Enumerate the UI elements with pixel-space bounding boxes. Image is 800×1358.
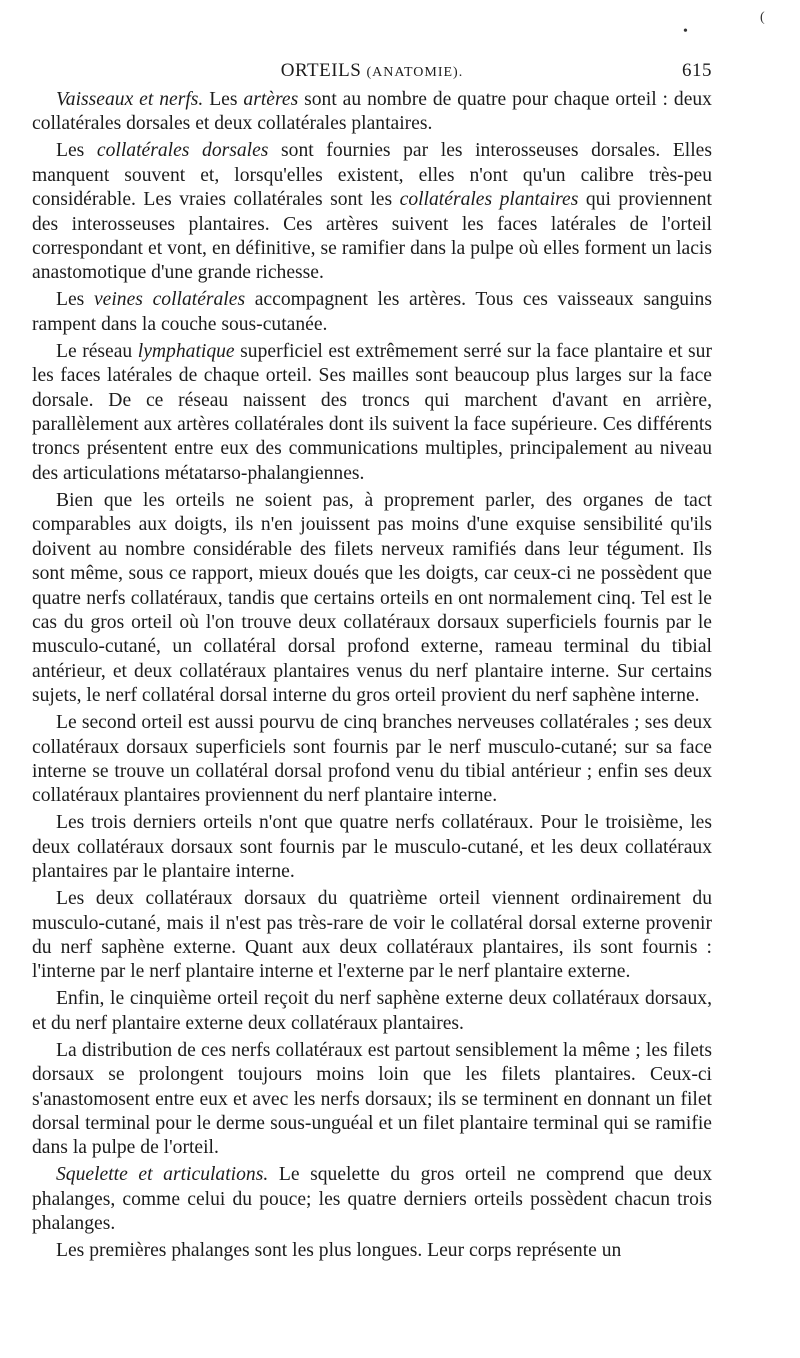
text-run: sont fournies par les interosseuses dorsales. Elles manquent souvent et, lorsqu'elles existent, elles n'ont qu'un calibre très-peu considérable. Les vraies collatérales sont les [32,140,713,211]
text-run: Le réseau [56,340,138,362]
text-run: superficiel est extrêmement serré sur la face plantaire et sur les faces latérales de chaque orteil. Ses mailles sont beaucoup plus larges sur la face dorsale. De ce réseau naissent des troncs qui marchent d'avant en arrière, parallèlement aux artères collatérales dont ils suivent la face supérieure. Ces différents troncs présentent entre eux des communications multiples, principalement au niveau des articulations métatarso-phalangiennes. [32,340,712,484]
paragraph-vessels-nerves [32,88,712,137]
text-run: accompagnent les artères. Tous ces vaisseaux sanguins rampent dans la couche sous-cutanée. [32,289,712,335]
paragraph-squelette [32,1163,712,1236]
text-run: sont au nombre de quatre pour chaque orteil : deux collatérales dorsales et deux collatérales plantaires. [32,89,712,135]
running-title-main: ORTEILS [280,60,362,81]
paragraph-sensibilite: Bien que les orteils ne soient pas, à proprement parler, des organes de tact comparables aux doigts, ils n'en jouissent pas moins d'une exquise sensibilité qu'ils doivent au nombre considérable des filets nerveux ramifiés dans leur tégument. Ils sont même, sous ce rapport, mieux doués que les doigts, car ceux-ci ne possèdent que quatre nerfs collatéraux, tandis que certains orteils en ont normalement cinq. Tel est le cas du gros orteil où l'on trouve deux collatéraux dorsaux superficiels fournis par le musculo-cutané, un collatéral dorsal profond externe, rameau terminal du tibial antérieur, et deux collatéraux plantaires venus du nerf plantaire interne. Sur certains sujets, le nerf collatéral dorsal interne du gros orteil provient du nerf saphène interne. [32,489,712,707]
text-run: Les [203,89,244,110]
italic-term: collatérales dorsales [96,140,269,162]
text-run: Les [56,289,94,311]
paragraph-quatrieme-orteil: Les deux collatéraux dorsaux du quatrième orteil viennent ordinairement du musculo-cutané, mais il n'est pas très-rare de voir le collatéral dorsal externe provenir du nerf saphène externe. Quant aux deux collatéraux plantaires, ils sont fournis : l'interne par le nerf plantaire interne et l'externe par le nerf plantaire externe. [32,888,712,983]
text-run: Les [56,140,97,162]
paragraph-veines [32,288,712,337]
italic-term: artères [243,89,299,110]
italic-term: lymphatique [137,340,235,362]
paragraph-cinquieme-orteil: Enfin, le cinquième orteil reçoit du nerf saphène externe deux collatéraux dorsaux, et du nerf plantaire externe deux collatéraux plantaires. [32,988,712,1034]
paragraph-second-orteil: Le second orteil est aussi pourvu de cinq branches nerveuses collatérales ; ses deux collatéraux dorsaux superficiels sont fournis par le nerf musculo-cutané; sur sa face interne se trouve un collatéral dorsal profond venu du tibial antérieur ; enfin ses deux collatéraux plantaires proviennent du nerf plantaire interne. [32,712,712,807]
margin-dot: • [683,24,688,39]
italic-term: collatérales plantaires [399,189,579,211]
paragraph-premieres-phalanges: Les premières phalanges sont les plus longues. Leur corps représente un [56,1240,622,1262]
running-head [32,56,712,88]
italic-term: veines collatérales [93,289,246,311]
text-run: qui proviennent des interosseuses plantaires. Ces artères suivent les faces latérales de l'orteil correspondant et vont, en définitive, se ramifier dans la pulpe où elles forment un lacis anastomotique d'une grande richesse. [32,189,712,284]
section-heading-vaisseaux: Vaisseaux et nerfs. [56,89,204,110]
text-run: Le squelette du gros orteil ne comprend que deux phalanges, comme celui du pouce; les quatre derniers orteils possèdent chacun trois phalanges. [32,1164,712,1235]
section-heading-squelette: Squelette et articulations. [56,1164,269,1186]
page-number: 615 [682,60,712,81]
running-title [32,60,712,82]
paragraph-collaterales-dorsales [32,139,712,285]
paragraph-trois-derniers: Les trois derniers orteils n'ont que quatre nerfs collatéraux. Pour le troisième, les deux collatéraux dorsaux sont fournis par le musculo-cutané, et les deux collatéraux plantaires par le plantaire interne. [32,812,712,883]
running-title-subject: (ANATOMIE). [366,65,464,80]
book-page [32,56,712,1264]
paragraph-distribution: La distribution de ces nerfs collatéraux est partout sensiblement la même ; les filets dorsaux se prolongent toujours moins loin que les filets plantaires. Ceux-ci s'anastomosent entre eux et avec les nerfs dorsaux; ils se terminent en donnant un filet dorsal terminal pour le derme sous-unguéal et un filet plantaire terminal qui se ramifie dans la pulpe de l'orteil. [32,1039,712,1159]
margin-mark: ( [760,10,765,25]
body-text [32,88,712,1264]
paragraph-lymphatique [32,340,712,486]
